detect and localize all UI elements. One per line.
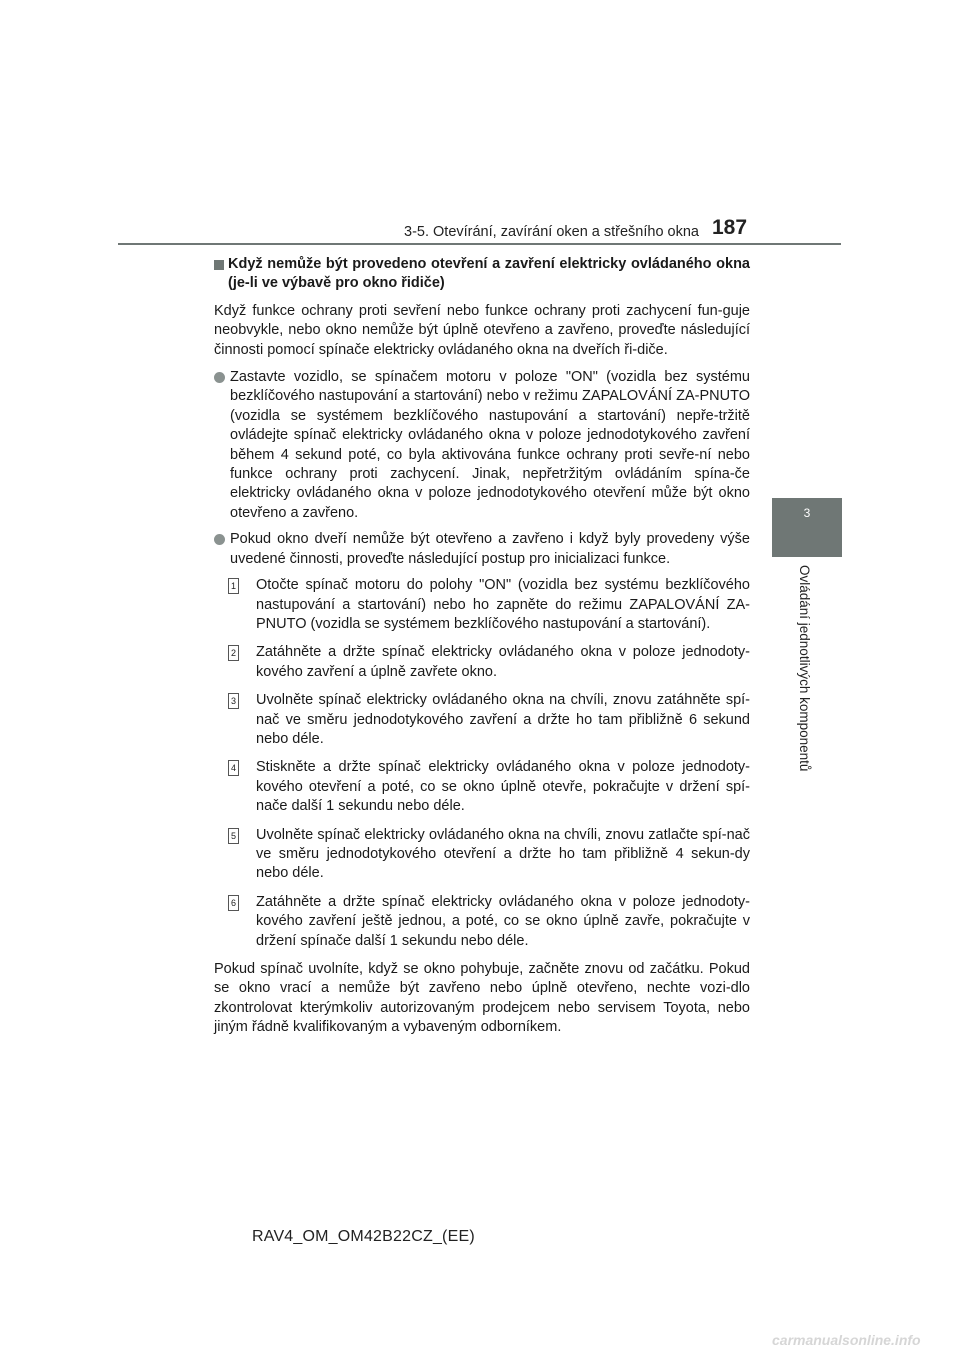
- chapter-number: 3: [803, 506, 811, 520]
- step-text: Stiskněte a držte spínač elektricky ovládaného okna v poloze jednodoty-kového otevření a poté, co se okno úplně otevře, pokračujte v držení spí-nače další 1 sekundu nebo déle.: [256, 759, 750, 815]
- step-number-badge: 6: [228, 895, 239, 911]
- step-item: [214, 826, 750, 884]
- step-text: Zatáhněte a držte spínač elektricky ovládaného okna v poloze jednodoty-kového zavření ještě jednou, a poté, co se okno úplně zavře, pokračujte v držení spínače další 1 sekundu nebo déle.: [256, 893, 750, 949]
- heading-text: Když nemůže být provedeno otevření a zavření elektricky ovládaného okna (je-li ve výbavě pro okno řidiče): [228, 256, 750, 292]
- list-item: [214, 368, 750, 523]
- step-number-badge: 4: [228, 760, 239, 776]
- step-number-badge: 1: [228, 578, 239, 594]
- watermark: carmanualsonline.info: [772, 1332, 921, 1348]
- square-bullet-icon: [214, 260, 224, 270]
- chapter-tab: [772, 498, 842, 557]
- intro-paragraph: Když funkce ochrany proti sevření nebo funkce ochrany proti zachycení fun-guje neobvykle, nebo okno nemůže být úplně otevřeno a zavřeno, proveďte následující činnosti pomocí spínače elektricky ovládaného okna na dveřích ři-diče.: [214, 302, 750, 358]
- step-text: Uvolněte spínač elektricky ovládaného okna na chvíli, znovu zatlačte spí-nač ve směru jednodotykového otevření a držte ho tam přibližně 4 sekun-dy nebo déle.: [256, 826, 750, 882]
- step-item: [214, 643, 750, 682]
- step-item: [214, 758, 750, 816]
- section-heading: [214, 255, 750, 294]
- step-number-badge: 5: [228, 828, 239, 844]
- step-number-badge: 3: [228, 693, 239, 709]
- section-title: 3-5. Otevírání, zavírání oken a střešního okna: [404, 224, 699, 240]
- step-text: Otočte spínač motoru do polohy "ON" (vozidla bez systému bezklíčového nastupování a startování) nebo ho zapněte do režimu ZAPALOVÁNÍ ZA-PNUTO (vozidla se systémem bezklíčového nastupování a startování).: [256, 577, 750, 632]
- circle-bullet-icon: [214, 372, 225, 383]
- step-number-badge: 2: [228, 645, 239, 661]
- circle-bullet-icon: [214, 534, 225, 545]
- chapter-title: Ovládání jednotlivých komponentů: [797, 565, 812, 772]
- header-divider: [118, 243, 841, 245]
- step-item: [214, 691, 750, 749]
- step-text: Zatáhněte a držte spínač elektricky ovládaného okna v poloze jednodoty-kového zavření a úplně zavřete okno.: [256, 644, 750, 680]
- step-item: [214, 893, 750, 951]
- bullet-text: Zastavte vozidlo, se spínačem motoru v poloze "ON" (vozidla bez systému bezklíčového nastupování a startování) nebo v režimu ZAPALOVÁNÍ ZA-PNUTO (vozidla se systémem bezklíčového nastupování a startování) nepře-tržitě ovládejte spínač elektricky ovládaného okna v poloze jednodotykového zavření během 4 sekund poté, co byla aktivována funkce ochrany proti sevře-ní nebo funkce ochrany proti zachycení. Jinak, nepřetržitým ovládáním spína-če elektricky ovládaného okna v poloze jednodotykového otevření může být okno otevřeno a zavřeno.: [230, 369, 750, 521]
- page-number: 187: [712, 216, 748, 239]
- step-text: Uvolněte spínač elektricky ovládaného okna na chvíli, znovu zatáhněte spí-nač ve směru jednodotykového zavření a držte ho tam přibližně 6 sekund nebo déle.: [256, 692, 750, 747]
- step-item: [214, 576, 750, 634]
- main-content: [214, 255, 750, 1046]
- bullet-text: Pokud okno dveří nemůže být otevřeno a zavřeno i když byly provedeny výše uvedené činnosti, proveďte následující postup pro inicializaci funkce.: [230, 531, 750, 567]
- step-list: [214, 576, 750, 951]
- closing-paragraph: Pokud spínač uvolníte, když se okno pohybuje, začněte znovu od začátku. Pokud se okno vrací a nemůže být zavřeno nebo úplně otevřeno, nechte vozi-dlo zkontrolovat kterýmkoliv autorizovaným prodejcem nebo servisem Toyota, nebo jiným řádně kvalifikovaným a vybaveným odborníkem.: [214, 961, 750, 1036]
- list-item: [214, 530, 750, 569]
- document-code: RAV4_OM_OM42B22CZ_(EE): [252, 1228, 475, 1245]
